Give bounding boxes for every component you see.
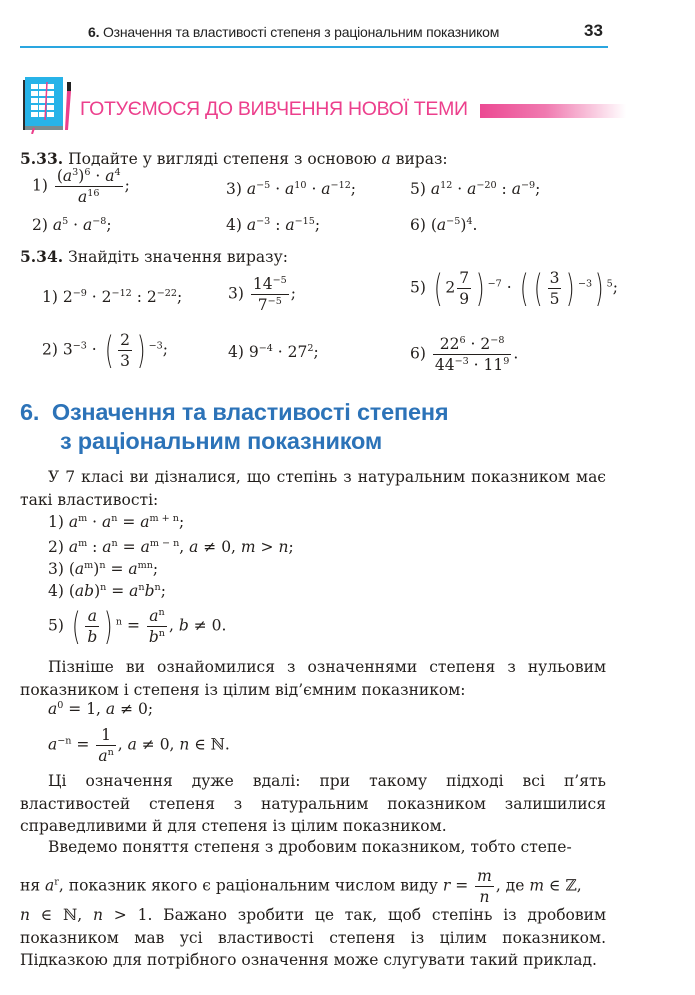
section-number: 6. (20, 399, 40, 425)
prep-banner-gradient-bar (480, 104, 626, 118)
item-label: 2) (32, 216, 48, 234)
item-label: 2) (48, 538, 64, 556)
exercise-5-33-item-6: 6) $(a^{-5})^4$. (410, 216, 478, 234)
text: , показник якого є раціональним числом виду (58, 876, 438, 895)
exercise-number: 5.34. (20, 247, 64, 266)
exercise-5-34-item-5: 5) ( 2 $\frac{7}{9}$ ) $^{-7}$ · ( ( $\frac{3}{5}$ ) $^{-3}$) $^5$; (410, 265, 619, 310)
paragraph-fractional-line2: ня $a^r$, показник якого є раціональним числом виду r = $\frac{m}{n}$ , де m ∈ ℤ, (20, 867, 582, 906)
exercise-5-34-item-1: 1) $2^{-9} \cdot 2^{-12}$ : $2^{-22}$; (42, 288, 183, 306)
exercise-5-34-item-4: 4) $9^{-4} \cdot 27^2$; (228, 343, 319, 361)
text: , де (495, 876, 525, 895)
header-section-number: 6. (88, 24, 100, 40)
text: ня (20, 876, 41, 895)
exercise-5-34-item-6: 6) $\frac{22^6 \cdot 2^{-8}}{44^{-3} \cdot 11^9}$ . (410, 335, 519, 374)
item-label: 1) (48, 513, 64, 531)
property-5: 5) ( $\frac{a}{b}$ ) $^n$ = $\frac{a^n}{b^n}$ , b ≠ 0. (48, 603, 227, 648)
header-title-text: Означення та властивості степеня з раціональним показником (102, 24, 500, 40)
item-label: 5) (410, 278, 426, 297)
prep-banner (16, 68, 616, 138)
property-3: 3) $(a^m)^n = a^{mn}$; (48, 560, 159, 578)
item-label: 3) (228, 284, 244, 303)
section-title (20, 398, 448, 456)
paragraph-fractional-line1: Введемо поняття степеня з дробовим показником, тобто степе- (48, 838, 572, 856)
exercise-5-33-item-1: 1) $\frac{(a^3)^6 \cdot a^4}{a^{16}}$ ; (32, 167, 130, 206)
header-rule (20, 46, 608, 48)
property-4: 4) $(ab)^n = a^nb^n$; (48, 582, 166, 600)
exercise-5-33-item-4: 4) $a^{-3}$ : $a^{-15}$; (226, 216, 321, 234)
paragraph-fractional-rest: n ∈ ℕ, n > 1. Бажано зробити це так, щоб степінь із дробовим показником мав усі властивості степеня із цілим показником. Підказкою для потрібного означення може слугувати такий приклад. (20, 906, 606, 969)
exercise-5-34-item-2: 2) $3^{-3}$ · ( $\frac{2}{3}$ ) $^{-3}$; (42, 327, 168, 372)
definition-zero-exponent: $a^0 = 1$, a ≠ 0; (48, 700, 154, 718)
prep-banner-title: ГОТУЄМОСЯ ДО ВИВЧЕННЯ НОВОЇ ТЕМИ (80, 98, 468, 120)
running-header (0, 0, 695, 50)
running-header-title (88, 24, 499, 40)
exercise-5-33-item-3: 3) $a^{-5} \cdot a^{10} \cdot a^{-12}$; (226, 180, 357, 198)
item-label: 5) (410, 180, 426, 198)
item-label: 6) (410, 216, 426, 234)
exercise-number: 5.33. (20, 149, 64, 168)
prompt-variable: a (381, 150, 391, 168)
paragraph-intro: У 7 класі ви дізналися, що степінь з натуральним показником має такі властивості: (20, 468, 606, 509)
item-label: 2) (42, 340, 58, 359)
item-label: 4) (48, 582, 64, 600)
item-label: 3) (48, 560, 64, 578)
text: 1. Бажано зробити це так, щоб степінь із дробовим показником мав усі властивості степеня із цілим показником. Підказкою для потрібного означення може слугувати такий приклад. (20, 906, 606, 969)
prompt-text-end: вираз: (395, 150, 448, 168)
page-number: 33 (584, 21, 603, 40)
exercise-5-34-item-3: 3) $\frac{14^{-5}}{7^{-5}}$ ; (228, 275, 296, 314)
definition-negative-exponent: $a^{-n}$ = $\frac{1}{a^n}$ , a ≠ 0, n ∈ ℕ. (48, 726, 230, 765)
paragraph-definitions: Пізніше ви ознайомилися з означеннями степеня з нульовим показником і степеня із цілим від’ємним показником: (20, 658, 606, 699)
item-label: 5) (48, 616, 64, 635)
item-label: 6) (410, 344, 426, 363)
item-label: 4) (226, 216, 242, 234)
fraction: $\frac{(a^3)^6 \cdot a^4}{a^{16}}$ (56, 167, 121, 206)
property-1: 1) $a^m \cdot a^n = a^{m + n}$; (48, 513, 185, 531)
notebook-icon (20, 72, 72, 134)
section-title-line-2: з раціональним показником (60, 428, 383, 454)
item-label: 3) (226, 180, 242, 198)
item-label: 1) (32, 176, 48, 195)
prompt-text: Подайте у вигляді степеня з основою (68, 150, 377, 168)
exercise-5-33-item-2: 2) $a^5 \cdot a^{-8}$; (32, 216, 112, 234)
prompt-text: Знайдіть значення виразу: (68, 248, 288, 266)
item-label: 1) (42, 288, 58, 306)
section-title-line-1: Означення та властивості степеня (51, 399, 449, 425)
paragraph-observation: Ці означення дуже вдалі: при такому підході всі п’ять властивостей степеня з натуральним показником залишилися справедливими й для степеня із цілим показником. (20, 772, 606, 835)
exercise-5-34-prompt (20, 247, 288, 267)
item-label: 4) (228, 343, 244, 361)
exercise-5-33-item-5: 5) $a^{12} \cdot a^{-20}$ : $a^{-9}$; (410, 180, 541, 198)
property-2: 2) $a^m$ : $a^n = a^{m - n}$, a ≠ 0, m > n; (48, 538, 294, 556)
